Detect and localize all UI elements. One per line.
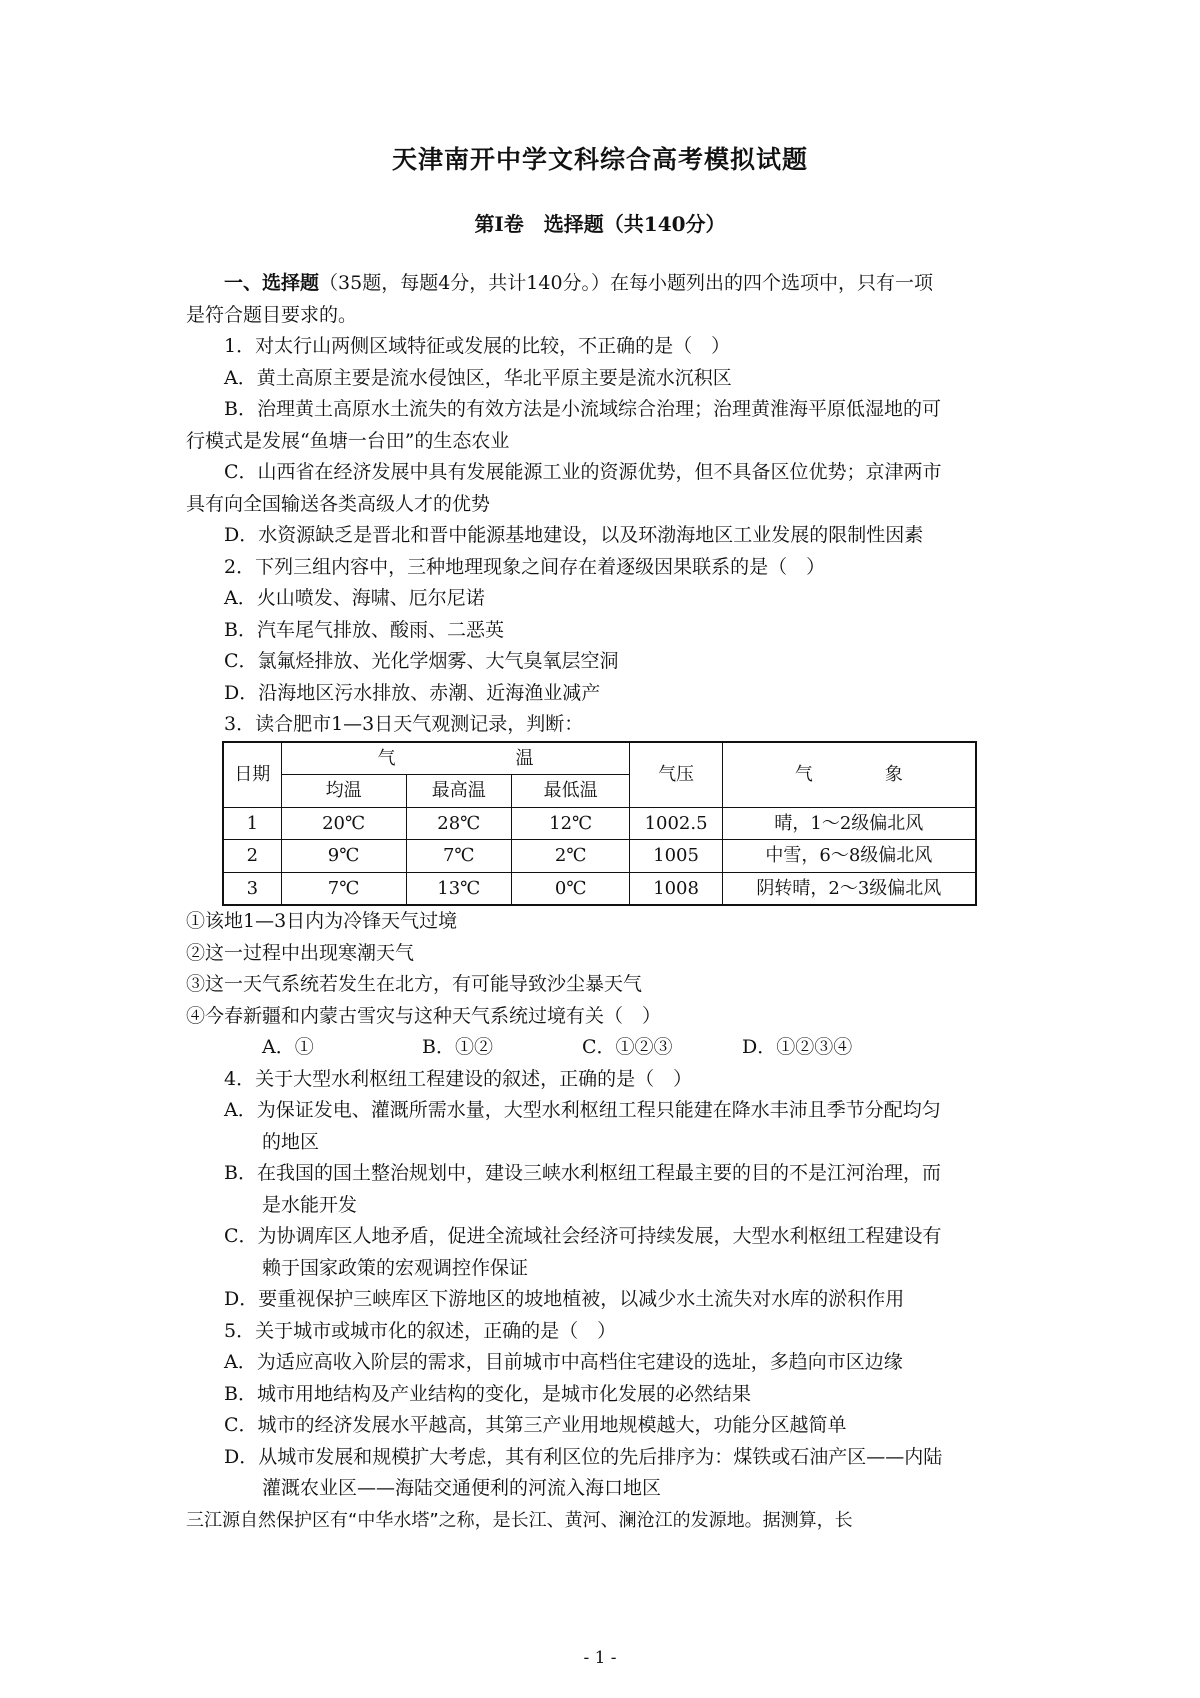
q5-option-a: A．为适应高收入阶层的需求，目前城市中高档住宅建设的选址，多趋向市区边缘 [224, 1351, 903, 1373]
q1-option-d: D．水资源缺乏是晋北和晋中能源基地建设，以及环渤海地区工业发展的限制性因素 [224, 524, 924, 546]
header-temp-char-1: 气 [377, 747, 396, 769]
q4-option-b-cont: 是水能开发 [262, 1193, 358, 1216]
q2-option-d: D．沿海地区污水排放、赤潮、近海渔业减产 [224, 681, 601, 704]
cell-pressure: 1002.5 [630, 807, 722, 840]
table-header-row [223, 742, 976, 775]
q1-stem: 1．对太行山两侧区域特征或发展的比较，不正确的是（ ） [224, 335, 731, 357]
q4-option-a-cont: 的地区 [262, 1130, 320, 1153]
q4-option-d: D．要重视保护三峡库区下游地区的坡地植被，以减少水土流失对水库的淤积作用 [224, 1288, 905, 1310]
q2-option-c: C．氯氟烃排放、光化学烟雾、大气臭氧层空洞 [224, 650, 619, 672]
intro-heading: 一、选择题 [224, 272, 320, 294]
cell-day: 1 [223, 807, 281, 840]
q4-option-b: B．在我国的国土整治规划中，建设三峡水利枢纽工程最主要的目的不是江河治理，而 [224, 1162, 941, 1184]
cell-day: 2 [223, 840, 281, 873]
header-date: 日期 [223, 742, 281, 808]
q3-statement-4: ④今春新疆和内蒙古雪灾与这种天气系统过境有关（ ） [186, 1004, 662, 1027]
header-temp-char-2: 温 [515, 747, 534, 769]
intro-line [186, 268, 1026, 300]
q5-option-b: B．城市用地结构及产业结构的变化，是城市化发展的必然结果 [224, 1382, 751, 1405]
q3-stem: 3．读合肥市1—3日天气观测记录，判断： [224, 713, 584, 735]
header-max-temp: 最高温 [406, 775, 511, 808]
q3-statement-3: ③这一天气系统若发生在北方，有可能导致沙尘暴天气 [186, 973, 643, 995]
q5-stem: 5．关于城市或城市化的叙述，正确的是（ ） [224, 1319, 617, 1342]
header-temperature [281, 742, 630, 775]
table-row [223, 840, 976, 873]
q1-option-b: B．治理黄土高原水土流失的有效方法是小流域综合治理；治理黄淮海平原低湿地的可 [224, 398, 941, 420]
cell-avg: 7℃ [281, 872, 406, 905]
cell-max: 7℃ [406, 840, 511, 873]
cell-weather: 中雪，6～8级偏北风 [722, 840, 976, 873]
q2-option-a: A．火山喷发、海啸、厄尔尼诺 [224, 587, 485, 609]
cell-pressure: 1008 [630, 872, 722, 905]
header-weather-char-2: 象 [884, 763, 903, 785]
q5-option-d-cont: 灌溉农业区——海陆交通便利的河流入海口地区 [262, 1477, 662, 1499]
q3-statement-1: ①该地1—3日内为冷锋天气过境 [186, 910, 458, 932]
header-avg-temp: 均温 [281, 775, 406, 808]
intro-line-2: 是符合题目要求的。 [186, 303, 358, 326]
q1-option-c-cont: 具有向全国输送各类高级人才的优势 [186, 492, 491, 515]
q3-choice-b: B．①② [422, 1036, 493, 1058]
cell-pressure: 1005 [630, 840, 722, 873]
header-min-temp: 最低温 [511, 775, 629, 808]
cell-min: 12℃ [511, 807, 629, 840]
cell-weather: 晴，1～2级偏北风 [722, 807, 976, 840]
passage-text: 三江源自然保护区有“中华水塔”之称，是长江、黄河、澜沧江的发源地。据测算，长 [186, 1509, 853, 1531]
cell-min: 2℃ [511, 840, 629, 873]
exam-body [186, 268, 1026, 1536]
q4-option-a: A．为保证发电、灌溉所需水量，大型水利枢纽工程只能建在降水丰沛且季节分配均匀 [224, 1099, 941, 1121]
q2-option-b: B．汽车尾气排放、酸雨、二恶英 [224, 618, 504, 641]
table-row [223, 872, 976, 905]
cell-avg: 9℃ [281, 840, 406, 873]
weather-table [222, 741, 977, 907]
page-title: 天津南开中学文科综合高考模拟试题 [391, 145, 808, 174]
q3-choice-c: C．①②③ [582, 1036, 673, 1058]
cell-avg: 20℃ [281, 807, 406, 840]
q5-option-c: C．城市的经济发展水平越高，其第三产业用地规模越大，功能分区越简单 [224, 1414, 847, 1436]
table-row [223, 807, 976, 840]
q2-stem: 2．下列三组内容中，三种地理现象之间存在着逐级因果联系的是（ ） [224, 555, 826, 578]
cell-weather: 阴转晴，2～3级偏北风 [722, 872, 976, 905]
header-weather [722, 742, 976, 808]
q4-option-c-cont: 赖于国家政策的宏观调控作保证 [262, 1256, 529, 1279]
q5-option-d: D．从城市发展和规模扩大考虑，其有利区位的先后排序为：煤铁或石油产区——内陆 [224, 1445, 943, 1468]
q3-choices [186, 1032, 1026, 1064]
q3-choice-d: D．①②③④ [742, 1036, 853, 1058]
cell-max: 13℃ [406, 872, 511, 905]
q3-statement-2: ②这一过程中出现寒潮天气 [186, 941, 415, 964]
header-weather-char-1: 气 [794, 763, 813, 785]
section-subtitle: 第Ⅰ卷 选择题（共140分） [474, 212, 726, 236]
q1-option-b-cont: 行模式是发展“鱼塘一台田”的生态农业 [186, 429, 510, 452]
q4-stem: 4．关于大型水利枢纽工程建设的叙述，正确的是（ ） [224, 1067, 693, 1090]
cell-min: 0℃ [511, 872, 629, 905]
intro-text: （35题，每题4分，共计140分。）在每小题列出的四个选项中，只有一项 [319, 272, 934, 294]
cell-day: 3 [223, 872, 281, 905]
page-number: - 1 - [583, 1648, 617, 1668]
q1-option-a: A．黄土高原主要是流水侵蚀区，华北平原主要是流水沉积区 [224, 366, 732, 389]
q1-option-c: C．山西省在经济发展中具有发展能源工业的资源优势，但不具备区位优势；京津两市 [224, 461, 942, 483]
cell-max: 28℃ [406, 807, 511, 840]
q3-choice-a: A．① [262, 1036, 314, 1058]
q4-option-c: C．为协调库区人地矛盾，促进全流域社会经济可持续发展，大型水利枢纽工程建设有 [224, 1225, 942, 1247]
header-pressure: 气压 [630, 742, 722, 808]
